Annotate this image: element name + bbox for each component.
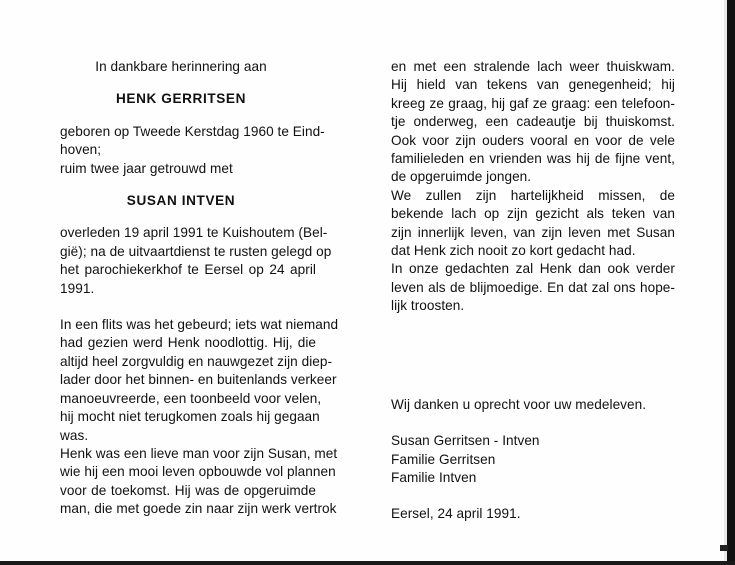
story-line: en met een stralende lach weer thuiskwam.	[391, 59, 675, 74]
right-column	[391, 58, 675, 524]
story-line: de opgeruimde jongen.	[391, 169, 532, 185]
story-line: manoeuvreerde, een toonbeeld voor velen,	[60, 390, 322, 406]
story-line: In onze gedachten zal Henk dan ook verder	[391, 261, 675, 277]
story-line: altijd heel zorgvuldig en nauwgezet zijn diep-	[60, 353, 333, 369]
birth-line: ruim twee jaar getrouwd met	[60, 160, 233, 176]
story-line: kreeg ze graag, hij gaf ze graag: een telefoon-	[391, 95, 675, 111]
spouse-name: SUSAN INTVEN	[126, 193, 236, 209]
story-line: leven als de blijmoedige. En dat zal ons hope-	[391, 279, 675, 295]
story-line: Ook voor zijn ouders vooral en voor de vele	[391, 132, 675, 148]
signatory: Familie Gerritsen	[391, 451, 496, 467]
story-line: had gezien werd Henk noodlottig. Hij, die	[60, 335, 316, 351]
signatory: Familie Intven	[391, 469, 477, 485]
story-line: hij mocht niet terugkomen zoals hij gegaan	[60, 409, 320, 425]
story-line: tje onderweg, een cadeautje bij thuiskomst.	[391, 114, 675, 130]
scan-edge-bottom	[0, 561, 735, 565]
place-date: Eersel, 24 april 1991.	[391, 506, 521, 522]
birth-line: geboren op Tweede Kerstdag 1960 te Eind-	[60, 123, 325, 139]
thanks-line: Wij danken u oprecht voor uw medeleven.	[391, 396, 647, 412]
left-column	[60, 58, 339, 519]
story-line: bekende lach op zijn gezicht als teken van	[391, 206, 675, 222]
story-line: lijk troosten.	[391, 298, 465, 314]
story-line: dat Henk zich nooit zo kort gedacht had.	[391, 243, 636, 259]
scan-edge-right	[727, 0, 735, 565]
story-line: Hij hield van tekens van genegenheid; hij	[391, 77, 675, 93]
story-line: We zullen zijn hartelijkheid missen, de	[391, 187, 675, 203]
deceased-name: HENK GERRITSEN	[115, 91, 246, 107]
story-line: zijn innerlijk leven, van zijn leven met Susan	[391, 224, 675, 240]
death-line: gië); na de uitvaartdienst te rusten gelegd op	[60, 243, 332, 259]
story-line: wie hij een mooi leven opbouwde vol plannen	[60, 464, 336, 480]
story-line: familieleden en vrienden was hij de fijne vent,	[391, 151, 675, 167]
death-line: 1991.	[60, 280, 95, 296]
story-line: lader door het binnen- en buitenlands verkeer	[60, 372, 337, 388]
story-line: man, die met goede zin naar zijn werk vertrok	[60, 501, 337, 517]
death-line: overleden 19 april 1991 te Kuishoutem (Bel-	[60, 225, 328, 241]
story-line: was.	[60, 427, 89, 443]
birth-line: hoven;	[60, 142, 102, 158]
scan-artifact	[720, 545, 728, 551]
opening-line: In dankbare herinnering aan	[95, 59, 267, 74]
story-line: voor de toekomst. Hij was de opgeruimde	[60, 482, 316, 498]
death-line: het parochiekerkhof te Eersel op 24 april	[60, 262, 316, 278]
story-line: Henk was een lieve man voor zijn Susan, met	[60, 445, 338, 461]
story-line: In een flits was het gebeurd; iets wat niemand	[60, 317, 339, 333]
signatory: Susan Gerritsen - Intven	[391, 433, 540, 449]
